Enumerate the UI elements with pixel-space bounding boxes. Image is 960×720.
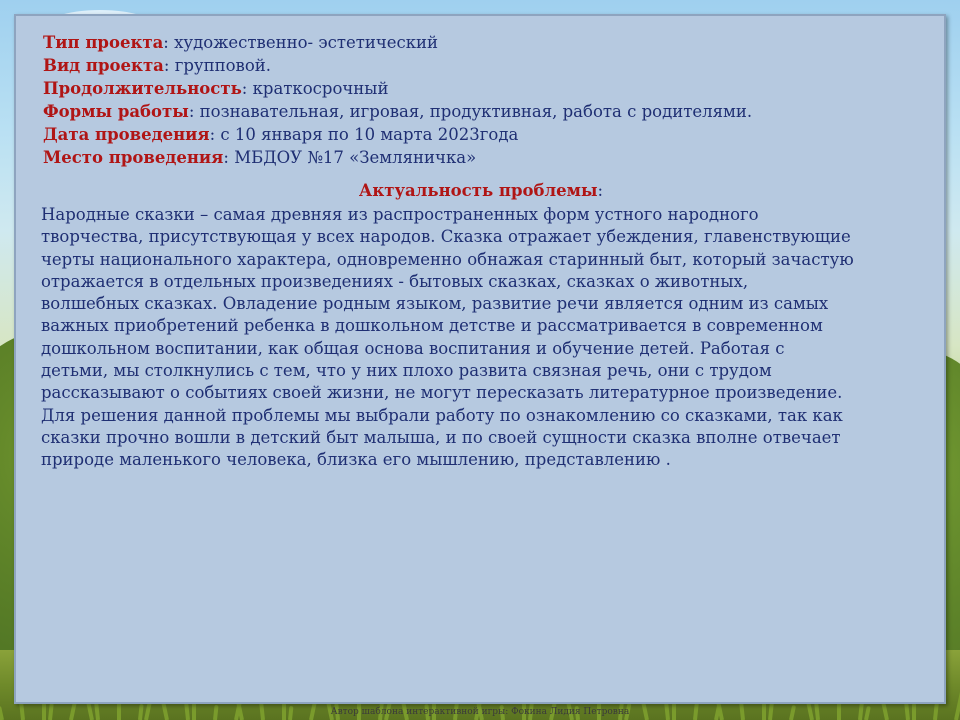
template-author-credit: Автор шаблона интерактивной игры: Фокина Лидия Петровна	[330, 707, 630, 717]
separator: :	[241, 79, 253, 98]
paragraph-line: Народные сказки – самая древняя из распространенных форм устного народного	[41, 205, 759, 224]
paragraph-line: волшебных сказках. Овладение родным языком, развитие речи является одним из самых	[41, 294, 829, 314]
relevance-heading-suffix: :	[597, 181, 604, 200]
paragraph-line: природе маленького человека, близка его мышлению, представлению .	[41, 450, 671, 470]
paragraph-line: детьми, мы столкнулись с тем, что у них плохо развита связная речь, они с трудом	[41, 361, 772, 381]
project-kind-label: Вид проекта	[43, 56, 164, 75]
place-value: МБДОУ №17 «Земляничка»	[234, 148, 477, 167]
separator: :	[209, 125, 221, 144]
separator: :	[163, 33, 175, 52]
separator: :	[188, 102, 200, 121]
separator: :	[163, 56, 175, 75]
project-type-label: Тип проекта	[43, 33, 164, 52]
project-type-value: художественно- эстетический	[174, 33, 439, 52]
paragraph-line: дошкольном воспитании, как общая основа воспитания и обучение детей. Работая с	[41, 338, 785, 358]
place-label: Место проведения	[43, 148, 224, 167]
paragraph-line: рассказывают о событиях своей жизни, не могут пересказать литературное произведение.	[41, 383, 843, 403]
duration-label: Продолжительность	[43, 79, 242, 98]
relevance-heading	[16, 180, 946, 202]
paragraph-line: творчества, присутствующая у всех народов. Сказка отражает убеждения, главенствующие	[41, 227, 851, 247]
paragraph-line: Для решения данной проблемы мы выбрали работу по ознакомлению со сказками, так как	[41, 405, 843, 425]
work-forms-line	[43, 100, 933, 123]
paragraph-line: сказки прочно вошли в детский быт малыша, и по своей сущности сказка вполне отвечает	[41, 427, 841, 447]
paragraph-line: отражается в отдельных произведениях - бытовых сказках, сказках о животных,	[41, 271, 749, 291]
date-label: Дата проведения	[43, 125, 210, 144]
work-forms-label: Формы работы	[43, 102, 189, 121]
content-panel	[14, 14, 946, 704]
date-line	[43, 123, 933, 146]
relevance-text	[41, 204, 941, 472]
relevance-heading-text: Актуальность проблемы	[358, 181, 598, 200]
work-forms-value: познавательная, игровая, продуктивная, работа с родителями.	[199, 102, 753, 121]
project-kind-value: групповой.	[174, 56, 271, 75]
place-line	[43, 146, 933, 169]
project-kind-line	[43, 54, 933, 77]
date-value: с 10 января по 10 марта 2023года	[220, 125, 519, 144]
separator: :	[223, 148, 235, 167]
project-type-line	[43, 31, 933, 54]
paragraph-line: черты национального характера, одновременно обнажая старинный быт, который зачастую	[41, 249, 854, 269]
paragraph-line: важных приобретений ребенка в дошкольном детстве и рассматривается в современном	[41, 316, 823, 336]
duration-value: краткосрочный	[252, 79, 389, 98]
duration-line	[43, 77, 933, 100]
project-info	[43, 31, 933, 169]
